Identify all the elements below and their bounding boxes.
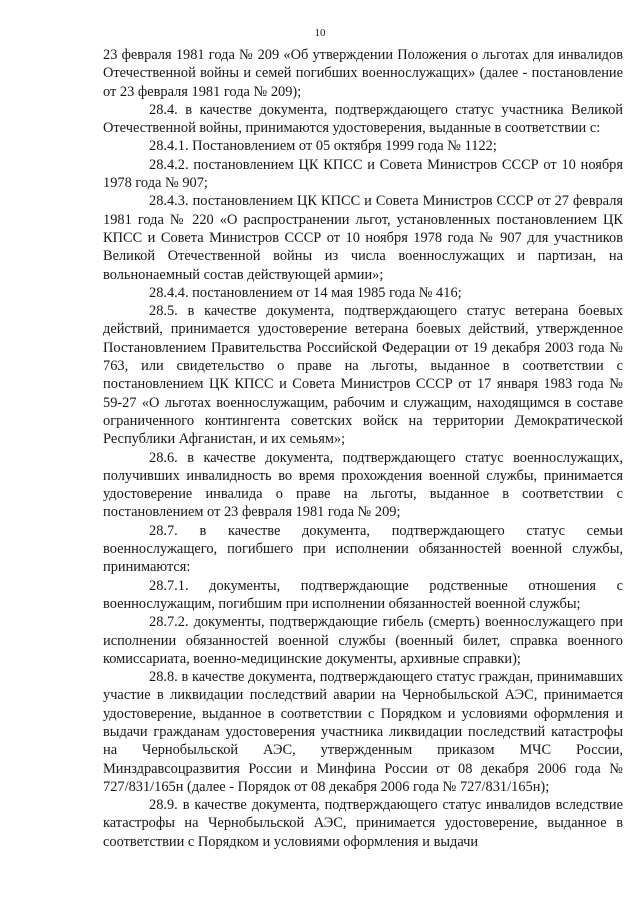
paragraph-28-9: 28.9. в качестве документа, подтверждающего статус инвалидов вследствие катастрофы на Чернобыльской АЭС, принимается удостоверение, выданное в соответствии с Порядком и условиями оформления и выдачи	[103, 797, 623, 850]
paragraph-28-4-1: 28.4.1. Постановлением от 05 октября 1999 года № 1122;	[149, 138, 497, 155]
paragraph-28-7-2: 28.7.2. документы, подтверждающие гибель (смерть) военнослужащего при исполнении обязанностей военной службы (военный билет, справка военного комиссариата, военно-медицинские документы, архивные справки);	[103, 614, 623, 667]
paragraph-28-4-3: 28.4.3. постановлением ЦК КПСС и Совета Министров СССР от 27 февраля 1981 года № 220 «О распространении льгот, установленных постановлением ЦК КПСС и Совета Министров СССР от 10 ноября 1978 года № 907 для участников Великой Отечественной войны из числа военнослужащих и партизан, на вольнонаемный состав действующей армии»;	[103, 193, 623, 283]
paragraph-28-5: 28.5. в качестве документа, подтверждающего статус ветерана боевых действий, принимается удостоверение ветерана боевых действий, утвержденное Постановлением Правительства Российской Федерации от 19 декабря 2003 года № 763, или свидетельство о праве на льготы, выданное в соответствии с постановлением ЦК КПСС и Совета Министров СССР от 17 января 1983 года № 59-27 «О льготах военнослужащим, рабочим и служащим, находящимся в составе ограниченного контингента советских войск на территории Демократической Республики Афганистан, и их семьям»;	[103, 303, 623, 448]
paragraph-28-4: 28.4. в качестве документа, подтверждающего статус участника Великой Отечественной войны, принимаются удостоверения, выданные в соответствии с:	[103, 101, 623, 137]
paragraph-28-7: 28.7. в качестве документа, подтверждающего статус семьи военнослужащего, погибшего при исполнении обязанностей военной службы, принимаются:	[103, 522, 623, 576]
paragraph-continuation: 23 февраля 1981 года № 209 «Об утверждении Положения о льготах для инвалидов Отечественной войны и семей погибших военнослужащих» (далее - постановление от 23 февраля 1981 года № 209);	[103, 47, 623, 100]
paragraph-28-4-2: 28.4.2. постановлением ЦК КПСС и Совета Министров СССР от 10 ноября 1978 года № 907;	[103, 156, 623, 192]
paragraph-28-7-1: 28.7.1. документы, подтверждающие родственные отношения с военнослужащим, погибшим при исполнении обязанностей военной службы;	[103, 577, 623, 612]
page-number: 10	[314, 27, 326, 39]
paragraph-28-4-4: 28.4.4. постановлением от 14 мая 1985 года № 416;	[149, 284, 462, 301]
paragraph-28-8: 28.8. в качестве документа, подтверждающего статус граждан, принимавших участие в ликвидации последствий аварии на Чернобыльской АЭС, принимается удостоверение, выданное в соответствии с Порядком и условиями оформления и выдачи гражданам удостоверения участника ликвидации последствий катастрофы на Чернобыльской АЭС, утвержденным приказом МЧС России, Минздравсоцразвития России и Минфина России от 08 декабря 2006 года № 727/831/165н (далее - Порядок от 08 декабря 2006 года № 727/831/165н);	[103, 669, 623, 795]
paragraph-28-6: 28.6. в качестве документа, подтверждающего статус военнослужащих, получивших инвалидность во время прохождения военной службы, принимается удостоверение инвалида о праве на льготы, выданное в соответствии с постановлением от 23 февраля 1981 года № 209;	[103, 449, 623, 521]
document-body	[103, 46, 623, 851]
